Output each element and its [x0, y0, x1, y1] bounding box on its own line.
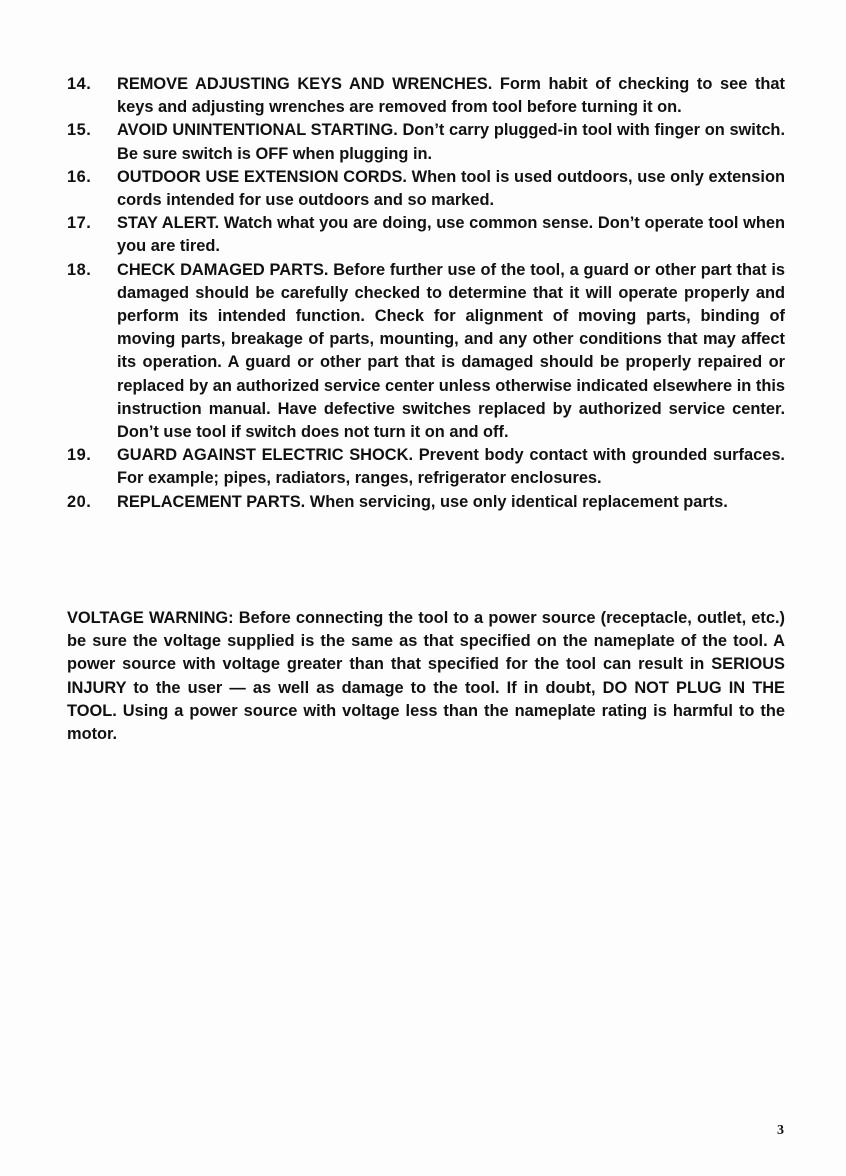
rule-number: 19.: [67, 446, 92, 465]
safety-rule-14: [67, 73, 785, 119]
rule-text: When servicing, use only identical replacement parts.: [309, 492, 728, 511]
safety-rule-17: [67, 212, 785, 258]
rule-number: 15.: [67, 121, 92, 140]
rule-number: 18.: [67, 260, 92, 279]
rule-number: 16.: [67, 167, 92, 186]
rule-heading: OUTDOOR USE EXTENSION CORDS.: [117, 167, 412, 186]
rule-text: Before further use of the tool, a guard or other part that is damaged should be carefully checked to determine that it will operate properly and perform its intended function. Check for alignment of moving parts, binding of moving parts, breakage of parts, mounting, and any other conditions that may affect its operation. A guard or other part that is damaged should be properly repaired or replaced by an authorized service center unless otherwise indicated elsewhere in this instruction manual. Have defective switches replaced by authorized service center. Don’t use tool if switch does not turn it on and off.: [117, 260, 785, 442]
rule-text: Don’t carry plugged-in tool with finger on switch. Be sure switch is OFF when plugging in.: [117, 121, 786, 163]
safety-rule-19: [67, 444, 785, 490]
rule-heading: REMOVE ADJUSTING KEYS AND WRENCHES.: [117, 75, 500, 93]
safety-rule-20: [67, 491, 785, 514]
rule-text: Prevent body contact with grounded surfaces. For example; pipes, radiators, ranges, refrigerator enclosures.: [117, 446, 785, 488]
safety-rule-16: [67, 166, 785, 212]
page-number: 3: [777, 1123, 784, 1138]
rule-heading: AVOID UNINTENTIONAL STARTING.: [117, 121, 403, 140]
rule-heading: GUARD AGAINST ELECTRIC SHOCK.: [117, 446, 419, 465]
rule-text: Form habit of checking to see that keys and adjusting wrenches are removed from tool before turning it on.: [117, 75, 785, 117]
rule-number: 14.: [67, 75, 92, 93]
safety-rule-15: [67, 119, 785, 165]
rule-heading: STAY ALERT.: [117, 214, 224, 233]
rule-text: Watch what you are doing, use common sense. Don’t operate tool when you are tired.: [117, 214, 786, 256]
rule-heading: CHECK DAMAGED PARTS.: [117, 260, 334, 279]
rule-number: 20.: [67, 492, 92, 511]
voltage-warning: VOLTAGE WARNING: Before connecting the tool to a power source (receptacle, outlet, etc.) be sure the voltage supplied is the same as that specified on the nameplate of the tool. A power source with voltage greater than that specified for the tool can result in SERIOUS INJURY to the user — as well as damage to the tool. If in doubt, DO NOT PLUG IN THE TOOL. Using a power source with voltage less than the nameplate rating is harmful to the motor.: [67, 609, 785, 744]
safety-rules-list: [67, 73, 785, 514]
rule-number: 17.: [67, 214, 92, 233]
safety-rule-18: [67, 259, 785, 445]
rule-text: When tool is used outdoors, use only extension cords intended for use outdoors and so marked.: [117, 167, 785, 210]
rule-heading: REPLACEMENT PARTS.: [117, 492, 310, 511]
